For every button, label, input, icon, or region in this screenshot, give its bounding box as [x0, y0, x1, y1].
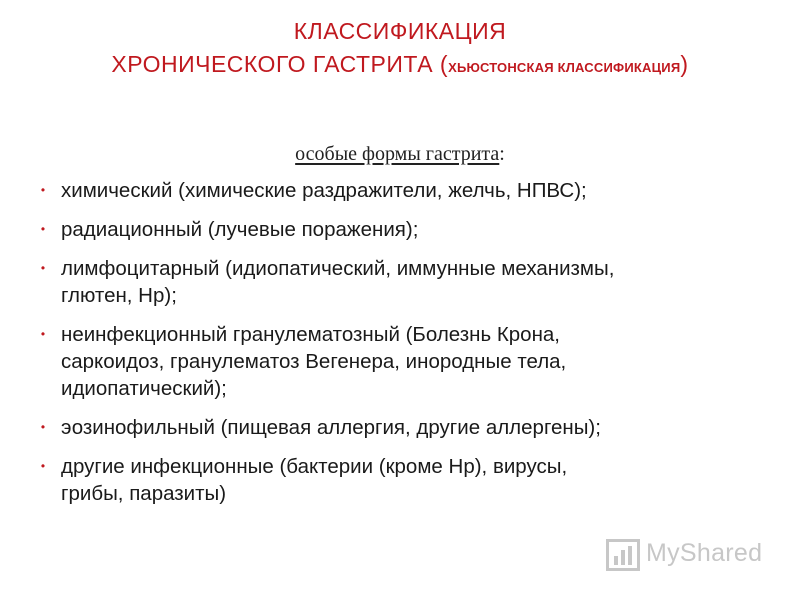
- bar-chart-icon: [606, 539, 640, 571]
- watermark-logo: [606, 537, 776, 573]
- bullet-icon: •: [40, 327, 46, 341]
- list-item: [37, 177, 787, 204]
- list-item-line: химический (химические раздражители, желчь, НПВС);: [61, 179, 587, 202]
- subtitle-text: особые формы гастрита: [295, 143, 500, 165]
- list-item-line: радиационный (лучевые поражения);: [61, 218, 419, 241]
- title-paren-close: ): [680, 51, 689, 77]
- list-item-line: неинфекционный гранулематозный (Болезнь Крона,: [61, 323, 560, 346]
- list-item: [37, 255, 787, 309]
- bullet-icon: •: [40, 261, 46, 275]
- title-line-2: [0, 51, 800, 78]
- list-item: [37, 321, 787, 402]
- list-item-line: глютен, Нр);: [61, 284, 177, 307]
- title-classification-name: ХЬЮСТОНСКАЯ КЛАССИФИКАЦИЯ: [448, 60, 681, 75]
- section-subtitle: [0, 143, 800, 166]
- subtitle-colon: :: [499, 143, 505, 165]
- list-item-line: лимфоцитарный (идиопатический, иммунные механизмы,: [61, 257, 615, 280]
- bullet-icon: •: [40, 222, 46, 236]
- list-item-line: другие инфекционные (бактерии (кроме Нр), вирусы,: [61, 455, 568, 478]
- list-item-line: эозинофильный (пищевая аллергия, другие аллергены);: [61, 416, 601, 439]
- bullet-icon: •: [40, 183, 46, 197]
- title-line-1: КЛАССИФИКАЦИЯ: [293, 18, 507, 44]
- list-item-line: идиопатический);: [61, 377, 227, 400]
- list-item-line: саркоидоз, гранулематоз Вегенера, инородные тела,: [61, 350, 567, 373]
- forms-list: [37, 177, 787, 519]
- title-paren-open: (: [439, 51, 449, 77]
- bullet-icon: •: [40, 420, 46, 434]
- list-item-line: грибы, паразиты): [61, 482, 227, 505]
- list-item: [37, 453, 787, 507]
- watermark-text: MyShared: [646, 539, 763, 567]
- title-line-2-main: ХРОНИЧЕСКОГО ГАСТРИТА: [111, 51, 440, 77]
- list-item: [37, 216, 787, 243]
- list-item: [37, 414, 787, 441]
- bullet-icon: •: [40, 459, 46, 473]
